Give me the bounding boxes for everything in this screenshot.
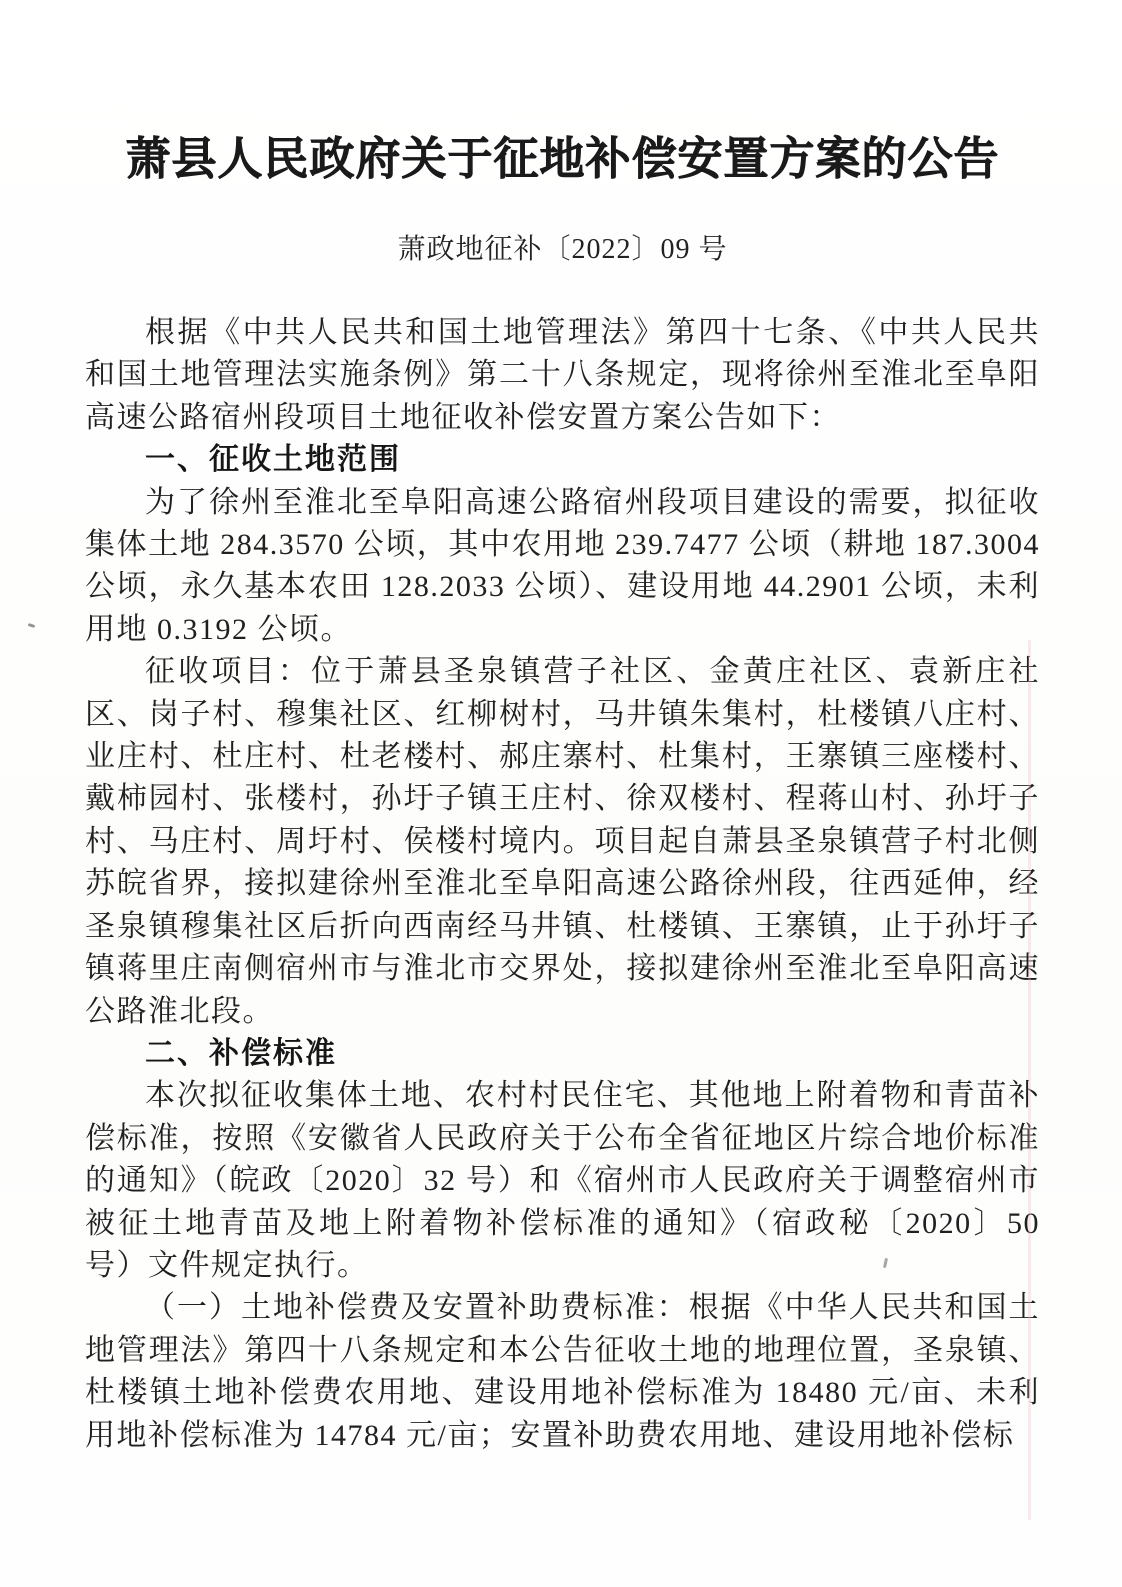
section-heading-land-scope: 一、征收土地范围 <box>145 443 401 477</box>
document-body <box>85 312 1040 1457</box>
section-heading-compensation: 二、补偿标准 <box>145 1036 337 1070</box>
scan-speck <box>28 623 36 628</box>
paragraph-land-area: 为了徐州至淮北至阜阳高速公路宿州段项目建设的需要，拟征收集体土地 284.3570 公顷，其中农用地 239.7477 公顷（耕地 187.3004 公顷，永久基本农田 128.2033 公顷）、建设用地 44.2901 公顷，未利用地 0.3192 公顷。 <box>85 485 1040 646</box>
paragraph-legal-basis: 根据《中共人民共和国土地管理法》第四十七条、《中共人民共和国土地管理法实施条例》第二十八条规定，现将徐州至淮北至阜阳高速公路宿州段项目土地征收补偿安置方案公告如下： <box>85 316 1040 434</box>
paragraph-compensation-basis: 本次拟征收集体土地、农村村民住宅、其他地上附着物和青苗补偿标准，按照《安徽省人民政府关于公布全省征地区片综合地价标准的通知》（皖政〔2020〕32 号）和《宿州市人民政府关于调整宿州市被征土地青苗及地上附着物补偿标准的通知》（宿政秘〔2020〕50 号）文件规定执行。 <box>85 1079 1040 1282</box>
document-number: 萧政地征补〔2022〕09 号 <box>397 234 728 265</box>
paragraph-compensation-rates: （一）土地补偿费及安置补助费标准：根据《中华人民共和国土地管理法》第四十八条规定和本公告征收土地的地理位置，圣泉镇、杜楼镇土地补偿费农用地、建设用地补偿标准为 18480 元/亩、未利用地补偿标准为 14784 元/亩；安置补助费农用地、建设用地补偿标 <box>85 1291 1040 1452</box>
paragraph-project-location: 征收项目：位于萧县圣泉镇营子社区、金黄庄社区、袁新庄社区、岗子村、穆集社区、红柳树村，马井镇朱集村，杜楼镇八庄村、业庄村、杜庄村、杜老楼村、郝庄寨村、杜集村，王寨镇三座楼村、戴柿园村、张楼村，孙圩子镇王庄村、徐双楼村、程蒋山村、孙圩子村、马庄村、周圩村、侯楼村境内。项目起自萧县圣泉镇营子村北侧苏皖省界，接拟建徐州至淮北至阜阳高速公路徐州段，往西延伸，经圣泉镇穆集社区后折向西南经马井镇、杜楼镇、王寨镇，止于孙圩子镇蒋里庄南侧宿州市与淮北市交界处，接拟建徐州至淮北至阜阳高速公路淮北段。 <box>85 655 1040 1028</box>
document-title: 萧县人民政府关于征地补偿安置方案的公告 <box>125 134 1000 184</box>
